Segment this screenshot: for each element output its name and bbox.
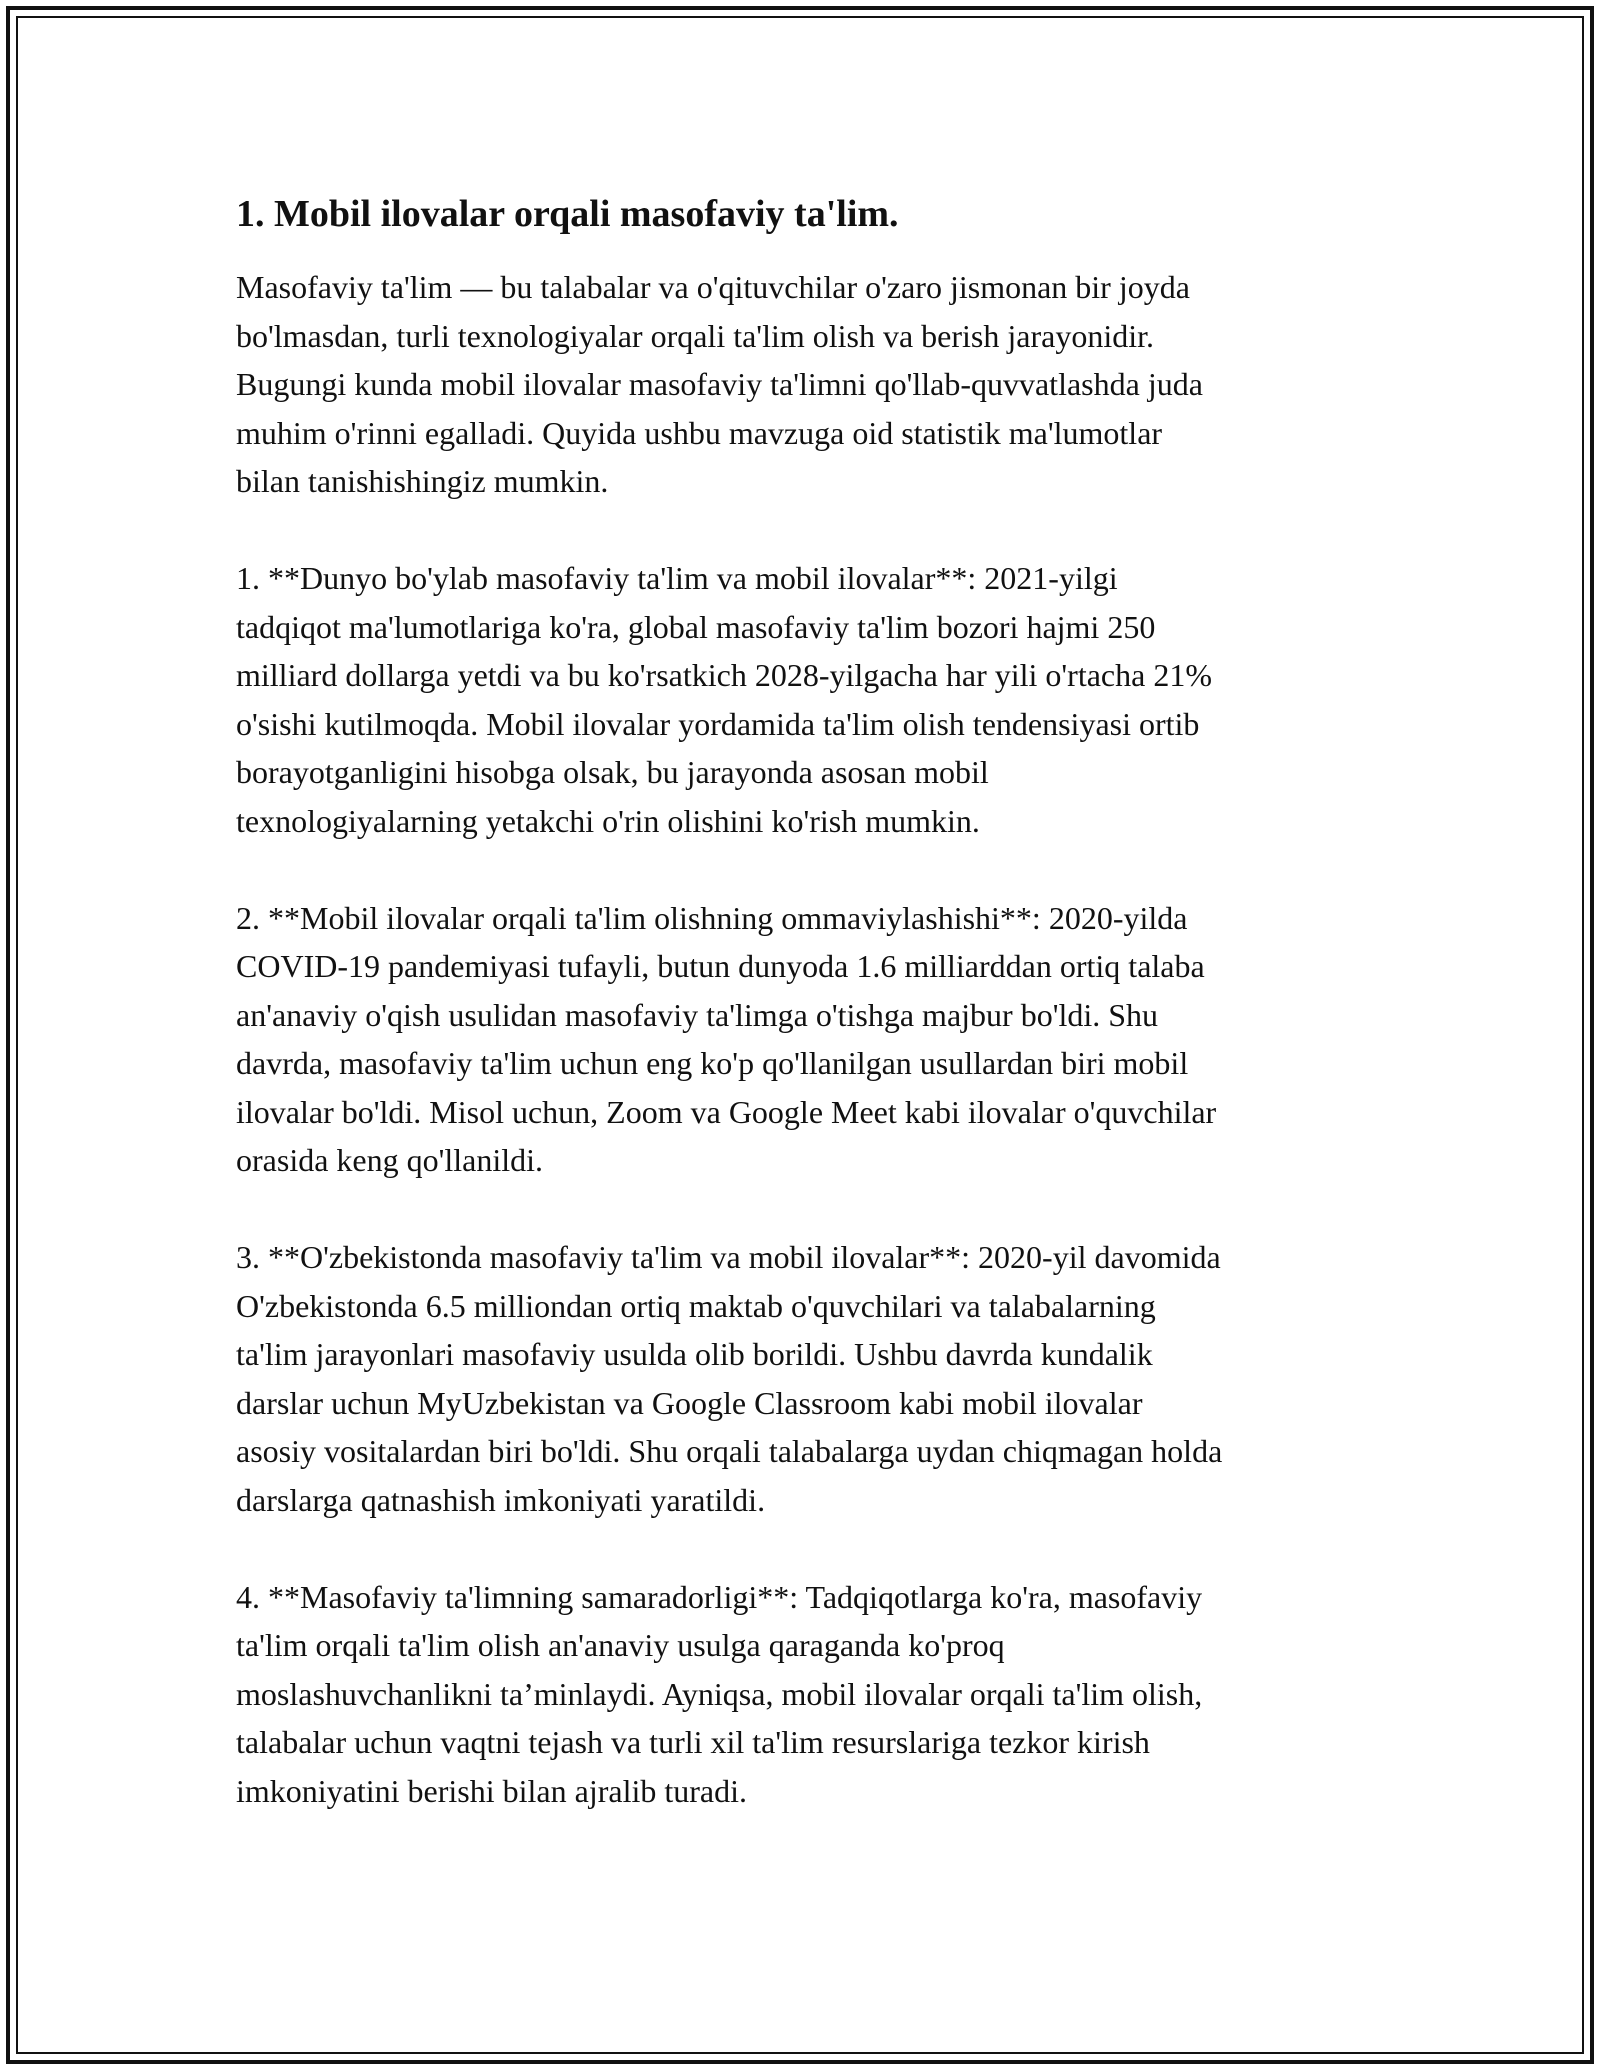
document-title: 1. Mobil ilovalar orqali masofaviy ta'lim.	[236, 193, 899, 235]
document-body	[236, 185, 1386, 1815]
intro-paragraph: Masofaviy ta'lim — bu talabalar va o'qituvchilar o'zaro jismonan bir joyda bo'lmasdan, turli texnologiyalar orqali ta'lim olish va berish jarayonidir. Bugungi kunda mobil ilovalar masofaviy ta'limni qo'llab-quvvatlashda juda muhim o'rinni egalladi. Quyida ushbu mavzuga oid statistik ma'lumotlar bilan tanishishingiz mumkin.	[236, 269, 1203, 499]
paragraph-uzbekistan: 3. **O'zbekistonda masofaviy ta'lim va mobil ilovalar**: 2020-yil davomida O'zbekistonda 6.5 milliondan ortiq maktab o'quvchilari va talabalarning ta'lim jarayonlari masofaviy usulda olib borildi. Ushbu davrda kundalik darslar uchun MyUzbekistan va Google Classroom kabi mobil ilovalar asosiy vositalardan biri bo'ldi. Shu orqali talabalarga uydan chiqmagan holda darslarga qatnashish imkoniyati yaratildi.	[236, 1239, 1223, 1518]
paragraph-global-statistics: 1. **Dunyo bo'ylab masofaviy ta'lim va mobil ilovalar**: 2021-yilgi tadqiqot ma'lumotlariga ko'ra, global masofaviy ta'lim bozori hajmi 250 milliard dollarga yetdi va bu ko'rsatkich 2028-yilgacha har yili o'rtacha 21% o'sishi kutilmoqda. Mobil ilovalar yordamida ta'lim olish tendensiyasi ortib borayotganligini hisobga olsak, bu jarayonda asosan mobil texnologiyalarning yetakchi o'rin olishini ko'rish mumkin.	[236, 560, 1212, 839]
paragraph-effectiveness: 4. **Masofaviy ta'limning samaradorligi**: Tadqiqotlarga ko'ra, masofaviy ta'lim orqali ta'lim olish an'anaviy usulga qaraganda ko'proq moslashuvchanlikni ta’minlaydi. Ayniqsa, mobil ilovalar orqali ta'lim olish, talabalar uchun vaqtni tejash va turli xil ta'lim resurslariga tezkor kirish imkoniyatini berishi bilan ajralib turadi.	[236, 1578, 1203, 1809]
paragraph-popularization: 2. **Mobil ilovalar orqali ta'lim olishning ommaviylashishi**: 2020-yilda COVID-19 pandemiyasi tufayli, butun dunyoda 1.6 milliarddan ortiq talaba an'anaviy o'qish usulidan masofaviy ta'limga o'tishga majbur bo'ldi. Shu davrda, masofaviy ta'lim uchun eng ko'p qo'llanilgan usullardan biri mobil ilovalar bo'ldi. Misol uchun, Zoom va Google Meet kabi ilovalar o'quvchilar orasida keng qo'llanildi.	[236, 899, 1217, 1178]
